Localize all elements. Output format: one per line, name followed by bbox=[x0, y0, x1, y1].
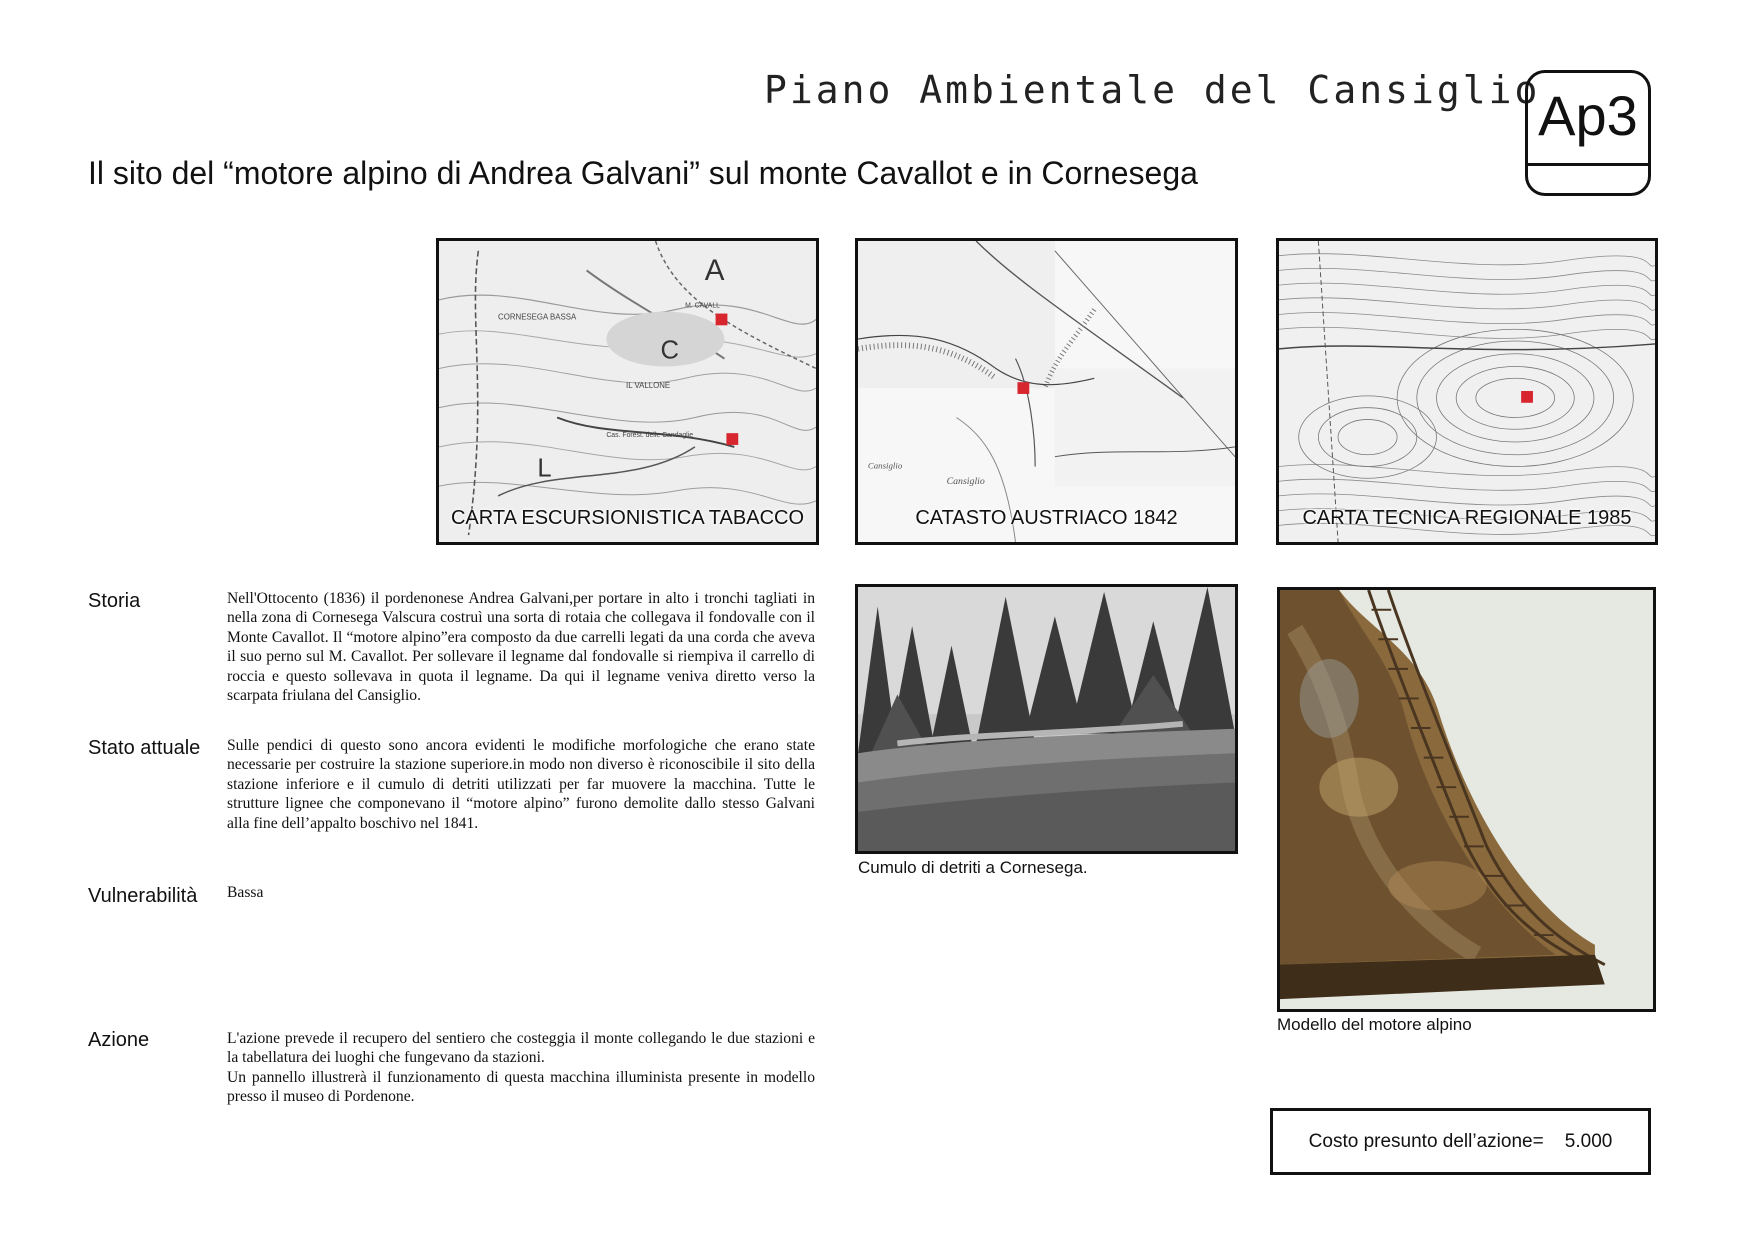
svg-text:Cansiglio: Cansiglio bbox=[867, 460, 903, 471]
cost-label: Costo presunto dell’azione= bbox=[1308, 1131, 1544, 1152]
map-tabacco-marker-2 bbox=[726, 433, 738, 445]
cost-value: 5.000 bbox=[1564, 1131, 1613, 1152]
section-text-stato-attuale: Sulle pendici di questo sono ancora evidenti le modifiche morfologiche che erano state necessarie per costruire la stazione superiore.in modo non diverso è riconoscibile il sito della stazione inferiore e il cumulo di detriti utilizzati per far muovere la macchina. Tutte le strutture lignee che componevano il “motore alpino” furono demolite dallo stesso Galvani alla fine dell’appalto boschivo nel 1841. bbox=[227, 737, 815, 832]
svg-text:IL VALLONE: IL VALLONE bbox=[626, 381, 671, 391]
map-catasto-marker bbox=[1017, 382, 1029, 394]
section-label-vulnerabilita: Vulnerabilità bbox=[88, 885, 198, 907]
photo-cumulo-caption: Cumulo di detriti a Cornesega. bbox=[858, 858, 1088, 877]
svg-text:M. CAVALL: M. CAVALL bbox=[685, 302, 720, 310]
photo-modello-image bbox=[1280, 590, 1653, 1009]
svg-text:L: L bbox=[537, 454, 552, 483]
map-catasto bbox=[855, 238, 1238, 545]
section-text-azione bbox=[227, 1029, 815, 1107]
svg-text:Cas. Forest. delle Candaglie: Cas. Forest. delle Candaglie bbox=[606, 432, 694, 440]
map-ctr-label: CARTA TECNICA REGIONALE 1985 bbox=[1302, 507, 1632, 529]
map-tabacco-image bbox=[439, 241, 816, 542]
svg-text:A: A bbox=[704, 254, 725, 288]
section-label-storia: Storia bbox=[88, 590, 141, 612]
map-catasto-image bbox=[858, 241, 1235, 542]
section-text-vulnerabilita: Bassa bbox=[227, 884, 264, 901]
map-ctr bbox=[1276, 238, 1658, 545]
section-text-storia: Nell'Ottocento (1836) il pordenonese Andrea Galvani,per portare in alto i tronchi tagliati in nella zona di Cornesega Valscura costruì una sorta di rotaia che collegava il fondovalle con il Monte Cavallot. Il “motore alpino”era composto da due carrelli legati da una corda che aveva il suo perno sul M. Cavallot. Per sollevare il legname dal fondovalle si riempiva il carrello di roccia e questo sollevava in quota il legname. Da qui il legname veniva diretto verso la scarpata friulana del Cansiglio. bbox=[227, 590, 815, 705]
section-label-azione: Azione bbox=[88, 1029, 150, 1051]
svg-text:C: C bbox=[660, 336, 679, 365]
map-catasto-label: CATASTO AUSTRIACO 1842 bbox=[915, 507, 1178, 529]
badge-divider bbox=[1528, 163, 1648, 166]
sheet-code: Ap3 bbox=[1538, 84, 1638, 147]
map-tabacco-marker-1 bbox=[716, 314, 728, 326]
svg-text:Cansiglio: Cansiglio bbox=[946, 476, 985, 488]
map-ctr-marker bbox=[1521, 391, 1533, 403]
map-ctr-image bbox=[1279, 241, 1655, 542]
map-tabacco bbox=[436, 238, 819, 545]
section-text-azione-p1: L'azione prevede il recupero del sentiero che costeggia il monte collegando le due stazioni e la tabellatura dei luoghi che fungevano da stazioni. bbox=[227, 1030, 815, 1067]
document-title: Piano Ambientale del Cansiglio bbox=[764, 68, 1541, 112]
photo-modello-caption: Modello del motore alpino bbox=[1277, 1015, 1472, 1034]
photo-cumulo-image bbox=[858, 587, 1235, 851]
sheet-code-badge bbox=[1525, 70, 1651, 196]
map-tabacco-label: CARTA ESCURSIONISTICA TABACCO bbox=[450, 507, 805, 529]
photo-cumulo-detriti bbox=[855, 584, 1238, 854]
cost-line bbox=[1273, 1131, 1648, 1153]
section-text-azione-p2: Un pannello illustrerà il funzionamento di questa macchina illuminista presente in modello presso il museo di Pordenone. bbox=[227, 1068, 815, 1106]
page-subtitle: Il sito del “motore alpino di Andrea Galvani” sul monte Cavallot e in Cornesega bbox=[88, 155, 1198, 191]
svg-text:CORNESEGA BASSA: CORNESEGA BASSA bbox=[498, 312, 577, 322]
photo-modello-motore bbox=[1277, 587, 1656, 1012]
cost-box bbox=[1270, 1108, 1651, 1175]
section-label-stato-attuale: Stato attuale bbox=[88, 737, 201, 759]
